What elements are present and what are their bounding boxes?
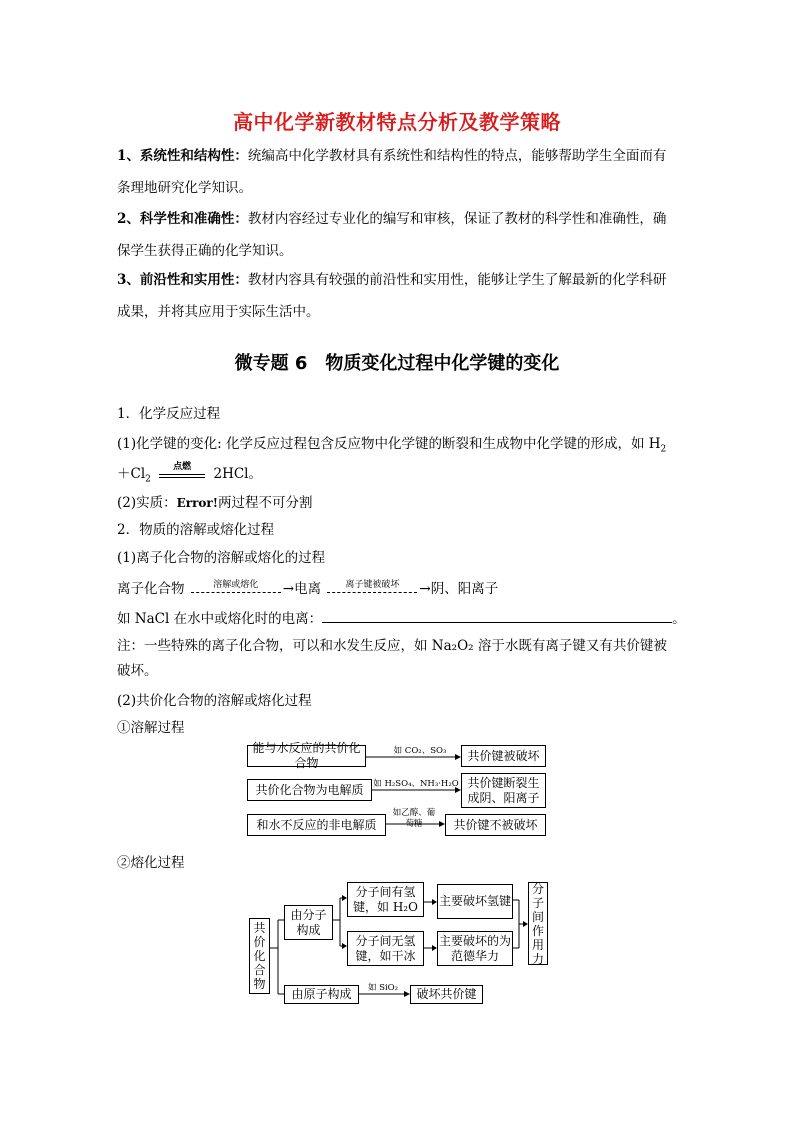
melt-atomic-cond: 如 SiO₂ [367, 983, 399, 993]
nacl-end: 。 [672, 611, 686, 627]
ignite-label: 点燃 [173, 462, 192, 472]
item1-text-b: ＋Cl [117, 466, 146, 482]
dissolve-right-1: 共价键被破坏 [461, 745, 546, 767]
item1-sub-b: 2 [145, 474, 151, 485]
dissolve-cond-1: 如 CO₂、SO₃ [393, 746, 447, 756]
flow-node-ionic: 离子化合物 [117, 581, 185, 597]
flow-node-ions: 阴、阳离子 [430, 581, 499, 597]
melt-atomic-result: 破坏共价键 [410, 985, 483, 1004]
item1-product: 2HCl。 [213, 466, 262, 482]
section2-sub1: (1)离子化合物的溶解或熔化的过程 [117, 550, 326, 566]
dissolve-right-2: 共价键断裂生成阴、阳离子 [461, 773, 546, 808]
note-text: 注：一些特殊的离子化合物，可以和水发生反应，如 Na₂O₂ 溶于水既有离子键又有共价键被破坏。 [117, 638, 667, 679]
topic-title: 微专题 6 物质变化过程中化学键的变化 [234, 353, 560, 374]
melt-final: 分子间作用力 [528, 882, 548, 965]
section2-heading: 2．物质的溶解或熔化过程 [117, 522, 275, 538]
flow-node-ionize: 电离 [294, 581, 322, 597]
section1-heading: 1．化学反应过程 [117, 406, 221, 422]
melt-hbond: 分子间有氢键，如 H₂O [347, 882, 424, 917]
feature-text-1: 统编高中化学教材具有系统性和结构性的特点，能够帮助学生全面而有条理地研究化学知识。 [117, 148, 667, 196]
melt-atomic: 由原子构成 [284, 985, 359, 1004]
item2-suffix: 两过程不可分割 [218, 495, 313, 511]
feature-label-1: 1、系统性和结构性： [117, 148, 248, 164]
melt-root: 共价化合物 [249, 918, 270, 994]
item2-prefix: (2)实质： [117, 495, 177, 511]
section2-sub2: (2)共价化合物的溶解或熔化过程 [117, 693, 312, 709]
ionic-flow: 离子化合物 溶解或熔化 →电离 离子键被破坏 →阴、阳离子 [117, 577, 498, 597]
melt-molecular: 由分子构成 [284, 905, 333, 940]
dissolve-cond-3: 如乙醇、葡萄糖 [392, 808, 436, 829]
item1-sub-a: 2 [660, 444, 667, 455]
flow-arrow-2-label: 离子键被破坏 [345, 580, 400, 590]
feature-label-3: 3、前沿性和实用性： [117, 272, 248, 288]
feature-text-2: 教材内容经过专业化的编写和审核，保证了教材的科学性和准确性，确保学生获得正确的化学知识。 [117, 211, 667, 259]
dissolve-right-3: 共价键不被破坏 [445, 814, 546, 836]
item1-text-a: (1)化学键的变化: 化学反应过程包含反应物中化学键的断裂和生成物中化学键的形成，如 H [117, 436, 661, 452]
melt-nohbond-result: 主要破坏的为范德华力 [437, 931, 513, 966]
document-title: 高中化学新教材特点分析及教学策略 [233, 110, 561, 134]
dissolve-label: ①溶解过程 [117, 720, 185, 736]
melt-nohbond: 分子间无氢键，如干冰 [347, 931, 424, 966]
dissolve-left-1: 能与水反应的共价化合物 [247, 745, 366, 767]
dissolve-left-3: 和水不反应的非电解质 [247, 814, 386, 836]
dissolve-left-2: 共价化合物为电解质 [247, 779, 372, 801]
flow-arrow-1-label: 溶解或熔化 [213, 580, 259, 590]
feature-text-3: 教材内容具有较强的前沿性和实用性，能够让学生了解最新的化学科研成果，并将其应用于实际生活中。 [117, 272, 667, 320]
melt-hbond-result: 主要破坏氢键 [437, 884, 513, 919]
feature-label-2: 2、科学性和准确性： [117, 211, 248, 227]
nacl-prompt: 如 NaCl 在水中或熔化时的电离： [117, 611, 323, 627]
dissolve-cond-2: 如 H₂SO₄、NH₃·H₂O [373, 779, 459, 789]
item2-error: Error! [176, 496, 219, 510]
melt-label: ②熔化过程 [117, 855, 185, 871]
